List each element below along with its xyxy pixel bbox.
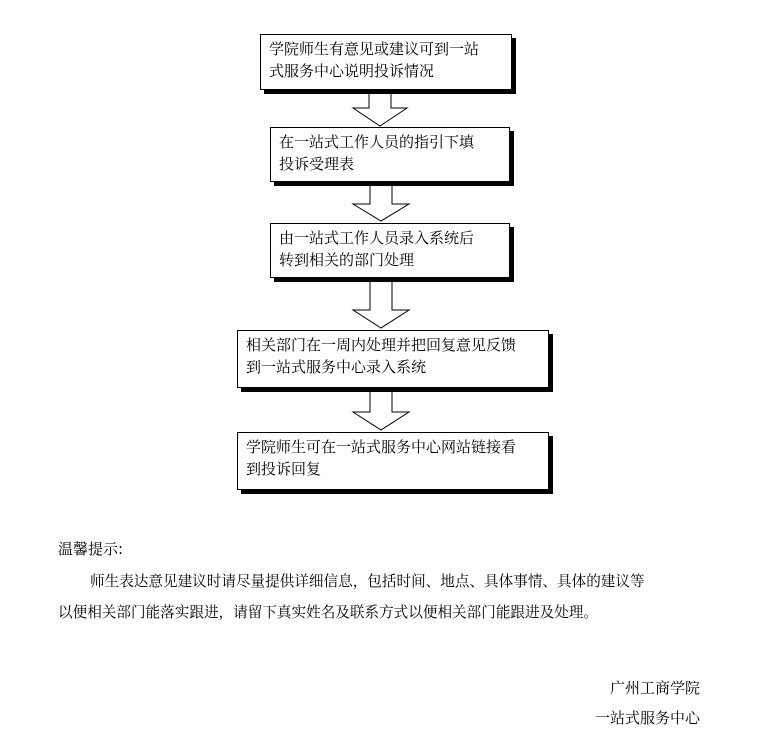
flow-step-5	[237, 432, 549, 490]
flow-step-1	[260, 34, 512, 90]
signature-org: 广州工商学院	[609, 679, 700, 697]
flow-step-2	[270, 127, 510, 182]
arrow-down-2	[353, 183, 409, 221]
flow-step-4-line1: 相关部门在一周内处理并把回复意见反馈	[246, 336, 517, 354]
flow-step-3-line1: 由一站式工作人员录入系统后	[279, 229, 475, 247]
notice-line-2: 以便相关部门能落实跟进，请留下真实姓名及联系方式以便相关部门能跟进及处理。	[58, 604, 598, 621]
flow-step-5-line1: 学院师生可在一站式服务中心网站链接看	[246, 438, 517, 456]
flow-step-4-line2: 到一站式服务中心录入系统	[246, 358, 427, 376]
flow-step-3	[270, 223, 510, 278]
notice-line-1: 师生表达意见建议时请尽量提供详细信息，包括时间、地点、具体事情、具体的建议等	[90, 573, 645, 590]
arrow-down-1	[353, 89, 407, 126]
flow-step-4	[237, 330, 549, 388]
arrow-down-4	[353, 390, 409, 430]
flow-step-5-line2: 到投诉回复	[246, 460, 322, 478]
flow-step-1-line2: 式服务中心说明投诉情况	[269, 62, 435, 80]
flow-step-2-line2: 投诉受理表	[279, 155, 355, 173]
notice-title: 温馨提示:	[58, 540, 124, 558]
arrow-down-3	[353, 278, 409, 328]
flow-step-2-line1: 在一站式工作人员的指引下填	[279, 133, 475, 151]
flow-step-1-line1: 学院师生有意见或建议可到一站	[269, 40, 480, 58]
flow-step-3-line2: 转到相关的部门处理	[279, 251, 415, 269]
signature-dept: 一站式服务中心	[594, 709, 700, 727]
